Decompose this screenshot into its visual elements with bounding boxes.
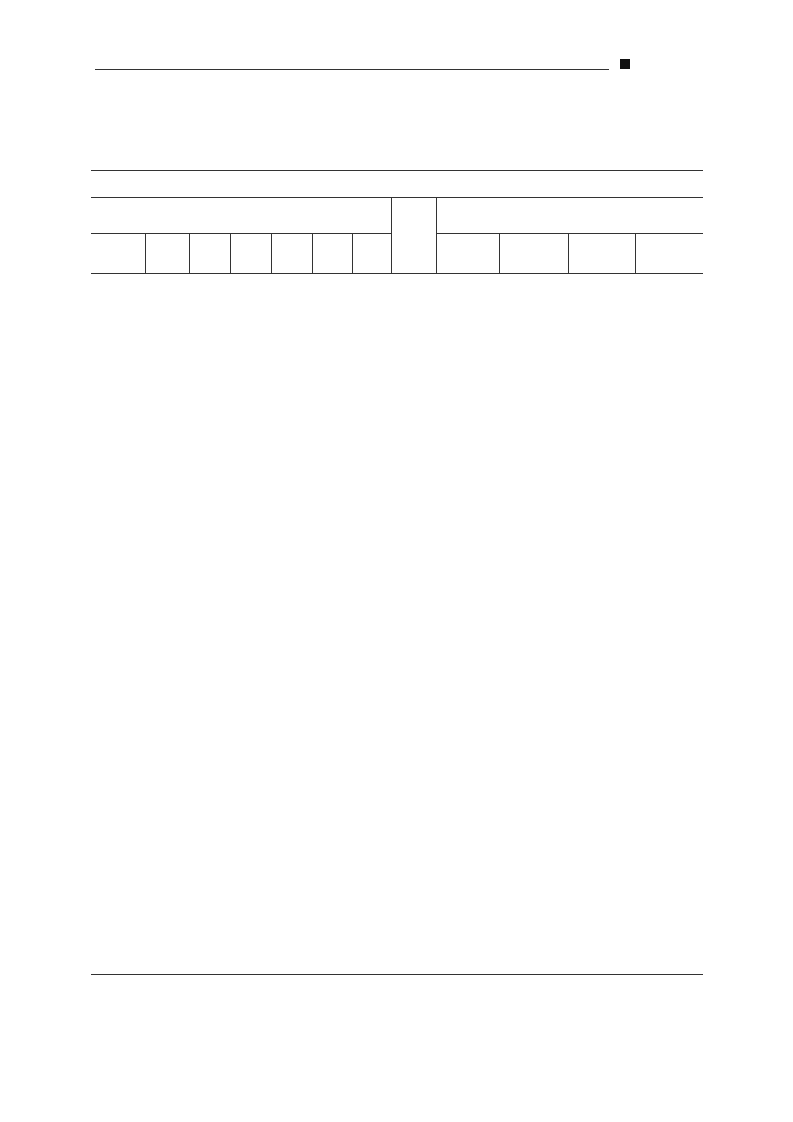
column-header bbox=[230, 233, 271, 273]
column-header bbox=[352, 233, 391, 273]
column-header bbox=[271, 233, 312, 273]
column-header bbox=[145, 233, 189, 273]
column-header bbox=[436, 233, 499, 273]
header-rule bbox=[95, 69, 609, 70]
table-top-rule bbox=[91, 170, 703, 171]
column-header bbox=[91, 233, 145, 273]
column-header bbox=[568, 233, 635, 273]
column-header bbox=[391, 233, 436, 273]
column-header bbox=[189, 233, 230, 273]
header-rule-3 bbox=[91, 273, 703, 274]
column-header bbox=[499, 233, 568, 273]
column-header bbox=[312, 233, 352, 273]
table-bottom-rule bbox=[91, 974, 703, 975]
column-header bbox=[635, 233, 703, 273]
header-rule-1 bbox=[91, 197, 703, 198]
section-title bbox=[616, 58, 630, 74]
square-icon bbox=[620, 59, 630, 69]
